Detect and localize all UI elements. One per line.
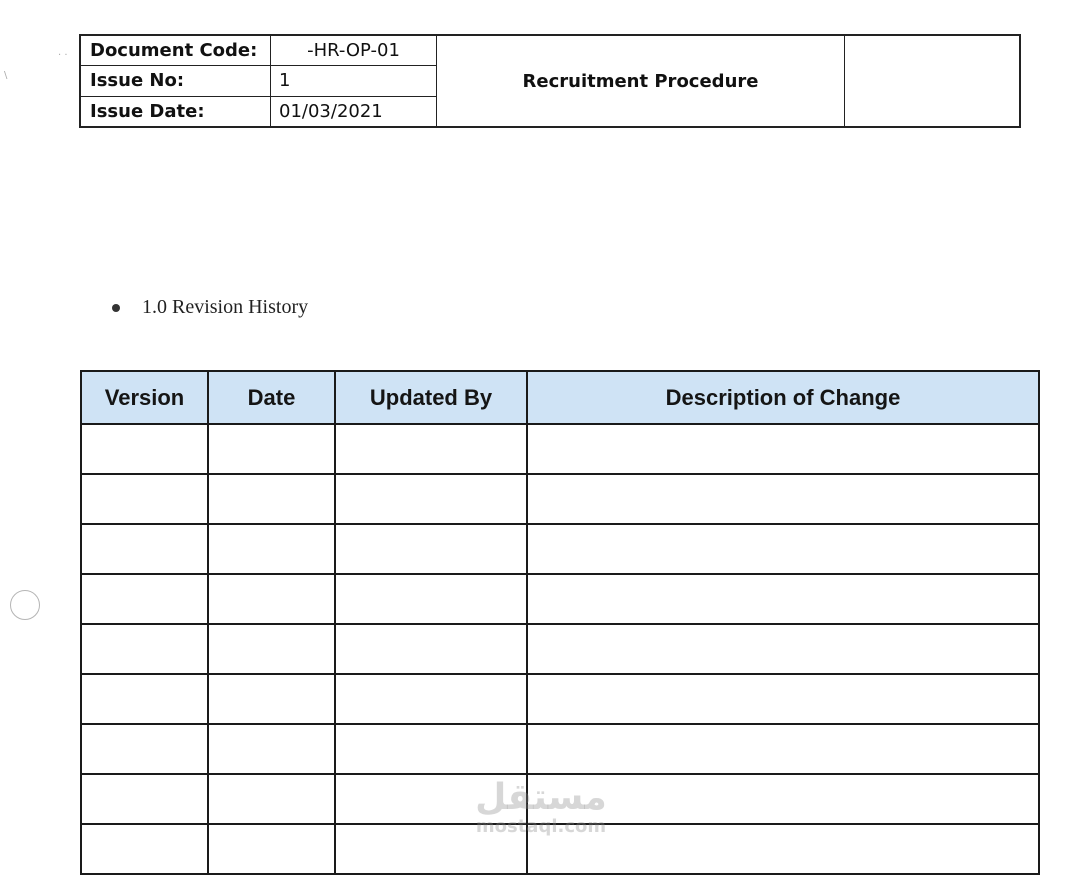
- document-code-label: Document Code:: [81, 36, 271, 65]
- table-cell[interactable]: [335, 624, 527, 674]
- table-cell[interactable]: [208, 524, 335, 574]
- table-row: [81, 524, 1039, 574]
- column-header-version: Version: [81, 371, 208, 424]
- issue-date-label: Issue Date:: [81, 97, 271, 126]
- meta-row-issue-date: [81, 97, 436, 126]
- table-cell[interactable]: [527, 674, 1039, 724]
- document-header-table: [79, 34, 1021, 128]
- table-cell[interactable]: [335, 574, 527, 624]
- issue-date-value: 01/03/2021: [279, 100, 383, 122]
- column-header-description: Description of Change: [527, 371, 1039, 424]
- table-cell[interactable]: [335, 524, 527, 574]
- section-heading-text: 1.0 Revision History: [142, 296, 309, 318]
- table-cell[interactable]: [527, 424, 1039, 474]
- column-header-date: Date: [208, 371, 335, 424]
- table-row: [81, 474, 1039, 524]
- table-cell[interactable]: [335, 424, 527, 474]
- table-cell[interactable]: [208, 774, 335, 824]
- punch-hole-mark: [10, 590, 40, 620]
- table-cell[interactable]: [81, 524, 208, 574]
- table-cell[interactable]: [527, 724, 1039, 774]
- table-cell[interactable]: [527, 474, 1039, 524]
- table-cell[interactable]: [81, 474, 208, 524]
- bullet-icon: [112, 304, 120, 312]
- table-cell[interactable]: [208, 574, 335, 624]
- document-meta: [81, 36, 437, 126]
- table-cell[interactable]: [527, 574, 1039, 624]
- watermark: [468, 778, 614, 836]
- table-cell[interactable]: [208, 724, 335, 774]
- table-cell[interactable]: [81, 424, 208, 474]
- issue-no-label: Issue No:: [81, 66, 271, 95]
- table-row: [81, 574, 1039, 624]
- table-cell[interactable]: [81, 824, 208, 874]
- table-row: [81, 624, 1039, 674]
- table-cell[interactable]: [208, 624, 335, 674]
- table-cell[interactable]: [527, 624, 1039, 674]
- table-cell[interactable]: [81, 624, 208, 674]
- document-code-value: -HR-OP-01: [307, 40, 400, 62]
- issue-no-value: 1: [279, 70, 291, 92]
- meta-row-document-code: [81, 36, 436, 66]
- meta-row-issue-no: [81, 66, 436, 96]
- table-row: [81, 424, 1039, 474]
- table-cell[interactable]: [527, 524, 1039, 574]
- table-cell[interactable]: [208, 424, 335, 474]
- table-cell[interactable]: [81, 674, 208, 724]
- table-cell[interactable]: [208, 824, 335, 874]
- table-cell[interactable]: [208, 474, 335, 524]
- table-cell[interactable]: [335, 474, 527, 524]
- table-cell[interactable]: [81, 724, 208, 774]
- column-header-updated-by: Updated By: [335, 371, 527, 424]
- table-header-row: [81, 371, 1039, 424]
- document-title: Recruitment Procedure: [437, 36, 845, 126]
- table-row: [81, 724, 1039, 774]
- watermark-arabic: مستقل: [475, 777, 607, 818]
- table-cell[interactable]: [335, 674, 527, 724]
- watermark-latin: mostaql.com: [475, 816, 607, 837]
- scan-mark: · ·: [58, 50, 68, 61]
- table-cell[interactable]: [81, 574, 208, 624]
- section-heading: [112, 296, 308, 319]
- table-row: [81, 674, 1039, 724]
- logo-placeholder: [845, 36, 1019, 126]
- table-cell[interactable]: [81, 774, 208, 824]
- scan-mark: \: [4, 70, 8, 81]
- table-cell[interactable]: [208, 674, 335, 724]
- table-cell[interactable]: [335, 724, 527, 774]
